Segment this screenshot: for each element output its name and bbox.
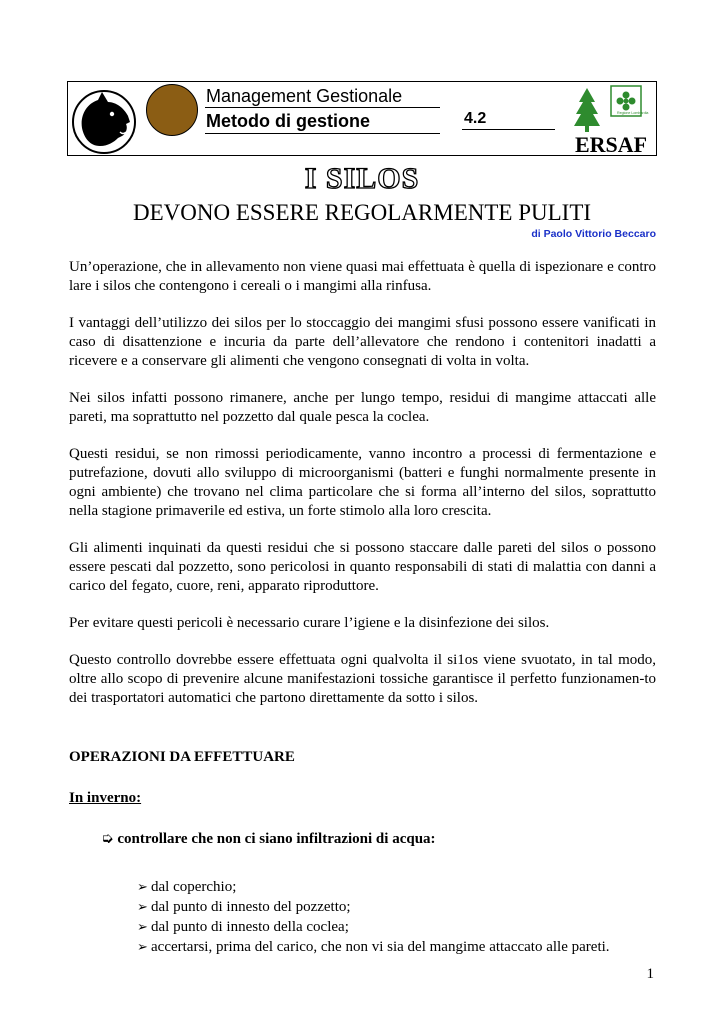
ersaf-region-text: Regione Lombardia	[617, 111, 649, 115]
header-title-underline	[205, 107, 440, 108]
ersaf-logo-icon	[573, 84, 649, 157]
paragraph: Gli alimenti inquinati da questi residui che si possono staccare dalle pareti del silos o possono essere pescati dal pozzetto, sono pericolosi in quanto responsabili di stati di malattia con danni a carico del fegato, cuore, reni, apparato riproduttore.	[69, 540, 656, 594]
paragraph: Questo controllo dovrebbe essere effettuata ogni qualvolta il si1os viene svuotato, in tal modo, oltre allo scopo di prevenire alcune manifestazioni tossiche garantisce il perfetto funzionamen-to dei trasportatori automatici che partono direttamente da sotto i silos.	[69, 652, 656, 706]
page-number: 1	[646, 966, 654, 982]
list-item	[137, 937, 656, 957]
ersaf-logo-text: ERSAF	[575, 132, 648, 157]
check-list	[137, 877, 656, 957]
section-number-underline	[462, 129, 555, 130]
section-number: 4.2	[464, 110, 487, 127]
paragraph: Un’operazione, che in allevamento non viene quasi mai effettuata è quella di ispezionare e contro lare i silos che contengono i cereali o i mangimi alla rinfusa.	[69, 259, 656, 294]
check-instruction	[69, 830, 656, 849]
season-heading: In inverno:	[69, 790, 142, 806]
header-subtitle: Metodo di gestione	[206, 111, 370, 131]
page-subtitle: DEVONO ESSERE REGOLARMENTE PULITI	[132, 200, 592, 225]
paragraph: Nei silos infatti possono rimanere, anche per lungo tempo, residui di mangime attaccati alle pareti, ma soprattutto nel pozzetto dal quale pesca la coclea.	[69, 390, 656, 425]
operations-heading: OPERAZIONI DA EFFETTUARE	[69, 749, 295, 765]
paragraph: Questi residui, se non rimossi periodicamente, vanno incontro a processi di fermentazione e putrefazione, dovuti allo sviluppo di microorganismi (batteri e funghi normalmente presente in ogni ambiente) che trovano nel clima particolare che si forma all’interno del silos, soprattutto nella stagione primaverile ed estiva, un forte stimolo alla loro crescita.	[69, 446, 656, 519]
list-item-text: dal punto di innesto della coclea;	[151, 919, 349, 935]
check-instruction-text: controllare che non ci siano infiltrazioni di acqua:	[117, 831, 436, 847]
arrowhead-bullet-icon: ➢	[137, 899, 148, 914]
list-item	[137, 877, 656, 897]
author-byline: di Paolo Vittorio Beccaro	[531, 228, 656, 240]
header-title: Management Gestionale	[206, 86, 403, 106]
list-item-text: dal punto di innesto del pozzetto;	[151, 899, 351, 915]
pig-head-logo-icon	[72, 88, 136, 156]
header-subtitle-underline	[205, 133, 440, 134]
arrowhead-bullet-icon: ➢	[137, 939, 148, 954]
brown-circle-logo	[146, 84, 198, 136]
page-title: I SILOS	[304, 162, 420, 195]
arrowhead-bullet-icon: ➢	[137, 919, 148, 934]
pointing-arrow-icon: ➭	[101, 831, 114, 847]
list-item-text: dal coperchio;	[151, 879, 237, 895]
article-body	[69, 258, 656, 957]
paragraph: I vantaggi dell’utilizzo dei silos per lo stoccaggio dei mangimi sfusi possono essere vanificati in caso di disattenzione e incuria da parte dell’allevatore che rendono i contenitori inadatti a ricevere e a conservare gli alimenti che vengono consegnati di volta in volta.	[69, 315, 656, 369]
list-item-text: accertarsi, prima del carico, che non vi sia del mangime attaccato alle pareti.	[151, 939, 610, 955]
list-item	[137, 897, 656, 917]
arrowhead-bullet-icon: ➢	[137, 879, 148, 894]
list-item	[137, 917, 656, 937]
paragraph: Per evitare questi pericoli è necessario curare l’igiene e la disinfezione dei silos.	[69, 615, 550, 631]
